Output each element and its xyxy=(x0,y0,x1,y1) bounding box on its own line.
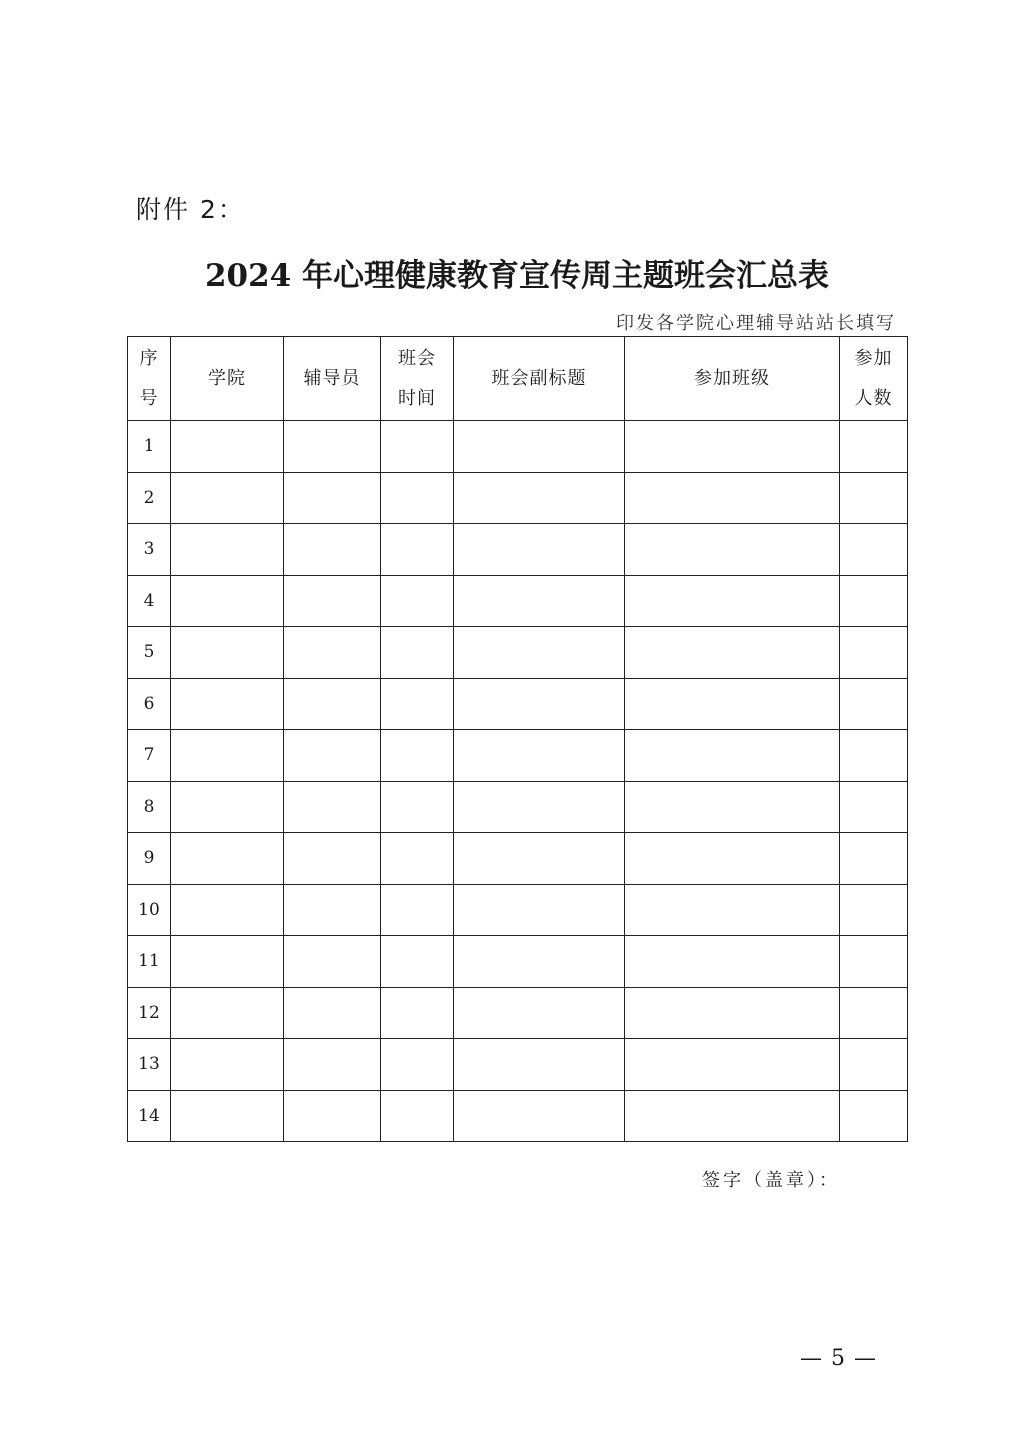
cell-counselor[interactable] xyxy=(284,833,381,885)
cell-subtitle[interactable] xyxy=(454,987,625,1039)
table-row xyxy=(128,472,908,524)
cell-meeting-time[interactable] xyxy=(381,575,454,627)
cell-counselor[interactable] xyxy=(284,472,381,524)
row-seq-number: 13 xyxy=(128,1039,171,1091)
cell-classes[interactable] xyxy=(625,884,840,936)
cell-meeting-time[interactable] xyxy=(381,1090,454,1142)
cell-attendees[interactable] xyxy=(840,472,908,524)
cell-counselor[interactable] xyxy=(284,884,381,936)
cell-college[interactable] xyxy=(171,627,284,679)
header-counselor: 辅导员 xyxy=(284,337,381,421)
cell-classes[interactable] xyxy=(625,936,840,988)
cell-attendees[interactable] xyxy=(840,730,908,782)
header-subtitle: 班会副标题 xyxy=(454,337,625,421)
row-seq-number: 3 xyxy=(128,524,171,576)
cell-meeting-time[interactable] xyxy=(381,524,454,576)
row-seq-number: 12 xyxy=(128,987,171,1039)
cell-college[interactable] xyxy=(171,1090,284,1142)
header-seq xyxy=(128,337,171,421)
table-body xyxy=(128,421,908,1142)
row-seq-number: 14 xyxy=(128,1090,171,1142)
cell-attendees[interactable] xyxy=(840,678,908,730)
header-meeting-time-line-1: 班会 xyxy=(398,347,436,369)
cell-subtitle[interactable] xyxy=(454,833,625,885)
row-seq-number: 7 xyxy=(128,730,171,782)
cell-meeting-time[interactable] xyxy=(381,1039,454,1091)
cell-attendees[interactable] xyxy=(840,781,908,833)
cell-college[interactable] xyxy=(171,833,284,885)
cell-college[interactable] xyxy=(171,987,284,1039)
table-row xyxy=(128,678,908,730)
cell-attendees[interactable] xyxy=(840,575,908,627)
cell-subtitle[interactable] xyxy=(454,730,625,782)
cell-counselor[interactable] xyxy=(284,936,381,988)
cell-subtitle[interactable] xyxy=(454,781,625,833)
cell-subtitle[interactable] xyxy=(454,472,625,524)
cell-classes[interactable] xyxy=(625,524,840,576)
cell-meeting-time[interactable] xyxy=(381,936,454,988)
row-seq-number: 5 xyxy=(128,627,171,679)
table-row xyxy=(128,1039,908,1091)
attachment-label: 附件 2： xyxy=(136,195,245,224)
table-row xyxy=(128,1090,908,1142)
cell-counselor[interactable] xyxy=(284,987,381,1039)
signature-label: 签字（盖章）： xyxy=(702,1170,840,1191)
table-header-row xyxy=(128,337,908,421)
cell-subtitle[interactable] xyxy=(454,1090,625,1142)
row-seq-number: 8 xyxy=(128,781,171,833)
table-row xyxy=(128,781,908,833)
cell-classes[interactable] xyxy=(625,1090,840,1142)
cell-meeting-time[interactable] xyxy=(381,730,454,782)
fill-instruction-note: 印发各学院心理辅导站站长填写 xyxy=(616,313,896,334)
cell-college[interactable] xyxy=(171,781,284,833)
cell-college[interactable] xyxy=(171,575,284,627)
cell-meeting-time[interactable] xyxy=(381,987,454,1039)
row-seq-number: 6 xyxy=(128,678,171,730)
cell-subtitle[interactable] xyxy=(454,936,625,988)
cell-counselor[interactable] xyxy=(284,524,381,576)
cell-college[interactable] xyxy=(171,936,284,988)
cell-attendees[interactable] xyxy=(840,987,908,1039)
table-row xyxy=(128,730,908,782)
cell-classes[interactable] xyxy=(625,575,840,627)
cell-counselor[interactable] xyxy=(284,1090,381,1142)
table-row xyxy=(128,575,908,627)
row-seq-number: 11 xyxy=(128,936,171,988)
summary-table xyxy=(127,336,908,1142)
cell-classes[interactable] xyxy=(625,627,840,679)
cell-subtitle[interactable] xyxy=(454,1039,625,1091)
header-seq-line-1: 序 xyxy=(139,347,159,369)
cell-classes[interactable] xyxy=(625,421,840,473)
cell-college[interactable] xyxy=(171,730,284,782)
cell-subtitle[interactable] xyxy=(454,575,625,627)
table-row xyxy=(128,524,908,576)
cell-meeting-time[interactable] xyxy=(381,472,454,524)
cell-classes[interactable] xyxy=(625,472,840,524)
cell-counselor[interactable] xyxy=(284,1039,381,1091)
cell-meeting-time[interactable] xyxy=(381,627,454,679)
cell-college[interactable] xyxy=(171,472,284,524)
cell-attendees[interactable] xyxy=(840,884,908,936)
cell-attendees[interactable] xyxy=(840,627,908,679)
cell-meeting-time[interactable] xyxy=(381,678,454,730)
header-seq-line-2: 号 xyxy=(139,387,159,409)
row-seq-number: 1 xyxy=(128,421,171,473)
cell-subtitle[interactable] xyxy=(454,884,625,936)
header-meeting-time-line-2: 时间 xyxy=(398,387,436,409)
cell-college[interactable] xyxy=(171,524,284,576)
header-attendees-line-1: 参加 xyxy=(854,347,893,369)
cell-counselor[interactable] xyxy=(284,575,381,627)
row-seq-number: 10 xyxy=(128,884,171,936)
header-attendees xyxy=(840,337,908,421)
cell-classes[interactable] xyxy=(625,987,840,1039)
cell-subtitle[interactable] xyxy=(454,524,625,576)
cell-attendees[interactable] xyxy=(840,1090,908,1142)
cell-meeting-time[interactable] xyxy=(381,421,454,473)
cell-counselor[interactable] xyxy=(284,678,381,730)
cell-attendees[interactable] xyxy=(840,1039,908,1091)
table-row xyxy=(128,884,908,936)
cell-classes[interactable] xyxy=(625,730,840,782)
cell-counselor[interactable] xyxy=(284,730,381,782)
cell-counselor[interactable] xyxy=(284,627,381,679)
cell-classes[interactable] xyxy=(625,1039,840,1091)
cell-subtitle[interactable] xyxy=(454,678,625,730)
cell-attendees[interactable] xyxy=(840,936,908,988)
cell-college[interactable] xyxy=(171,421,284,473)
row-seq-number: 9 xyxy=(128,833,171,885)
cell-college[interactable] xyxy=(171,678,284,730)
cell-attendees[interactable] xyxy=(840,421,908,473)
row-seq-number: 2 xyxy=(128,472,171,524)
table-row xyxy=(128,987,908,1039)
table-row xyxy=(128,833,908,885)
header-meeting-time xyxy=(381,337,454,421)
cell-classes[interactable] xyxy=(625,833,840,885)
header-attendees-line-2: 人数 xyxy=(854,387,893,409)
cell-attendees[interactable] xyxy=(840,833,908,885)
document-title: 2024 年心理健康教育宣传周主题班会汇总表 xyxy=(204,258,830,294)
cell-classes[interactable] xyxy=(625,678,840,730)
cell-subtitle[interactable] xyxy=(454,421,625,473)
page-number: — 5 — xyxy=(800,1346,877,1371)
cell-counselor[interactable] xyxy=(284,421,381,473)
table-row xyxy=(128,936,908,988)
cell-attendees[interactable] xyxy=(840,524,908,576)
cell-classes[interactable] xyxy=(625,781,840,833)
row-seq-number: 4 xyxy=(128,575,171,627)
cell-college[interactable] xyxy=(171,1039,284,1091)
cell-meeting-time[interactable] xyxy=(381,781,454,833)
cell-counselor[interactable] xyxy=(284,781,381,833)
cell-meeting-time[interactable] xyxy=(381,884,454,936)
cell-meeting-time[interactable] xyxy=(381,833,454,885)
header-classes: 参加班级 xyxy=(625,337,840,421)
cell-college[interactable] xyxy=(171,884,284,936)
table-row xyxy=(128,627,908,679)
table-row xyxy=(128,421,908,473)
cell-subtitle[interactable] xyxy=(454,627,625,679)
header-college: 学院 xyxy=(171,337,284,421)
